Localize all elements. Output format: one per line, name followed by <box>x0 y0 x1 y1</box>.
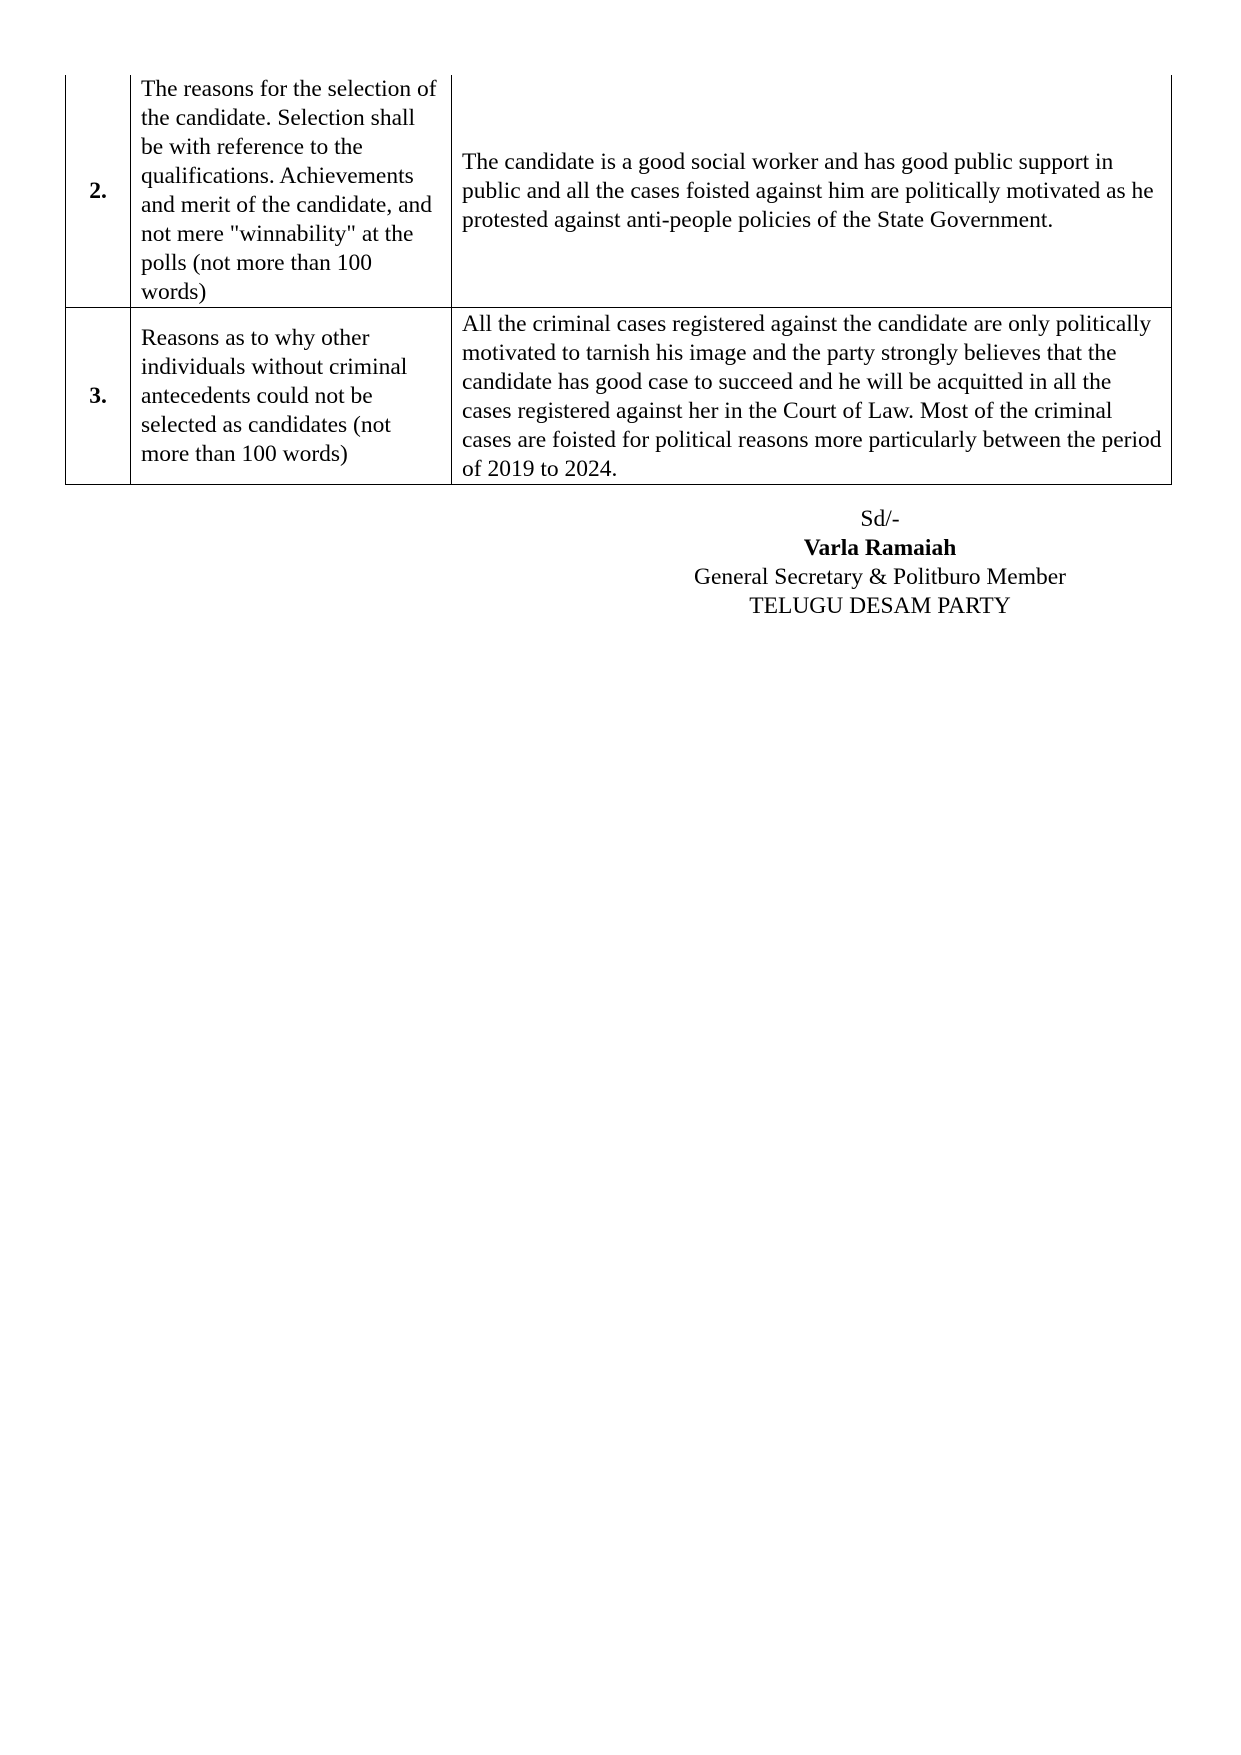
criminal-antecedents-table <box>65 75 1172 485</box>
row-description: The reasons for the selection of the candidate. Selection shall be with reference to the qualifications. Achievements and merit of the candidate, and not mere "winnability" at the polls (not more than 100 words) <box>141 76 437 305</box>
table-row <box>66 308 1172 485</box>
row-number: 3. <box>66 308 131 485</box>
signatory-name: Varla Ramaiah <box>803 535 957 561</box>
table-row <box>66 75 1172 308</box>
row-number: 2. <box>66 75 131 308</box>
row-description-cell <box>131 75 452 308</box>
row-response: The candidate is a good social worker and has good public support in public and all the cases foisted against him are politically motivated as he protested against anti-people policies of the State Government. <box>452 75 1172 308</box>
signature-block <box>660 505 1100 621</box>
row-description-cell <box>131 308 452 485</box>
signature-sd: Sd/- <box>860 506 900 532</box>
signatory-designation: General Secretary & Politburo Member <box>694 564 1066 590</box>
row-response: All the criminal cases registered against the candidate are only politically motivated to tarnish his image and the party strongly believes that the candidate has good case to succeed and he will be acquitted in all the cases registered against her in the Court of Law. Most of the criminal cases are foisted for political reasons more particularly between the period of 2019 to 2024. <box>452 308 1172 485</box>
party-name: TELUGU DESAM PARTY <box>749 593 1011 619</box>
row-description: Reasons as to why other individuals without criminal antecedents could not be selected as candidates (not more than 100 words) <box>141 324 408 467</box>
